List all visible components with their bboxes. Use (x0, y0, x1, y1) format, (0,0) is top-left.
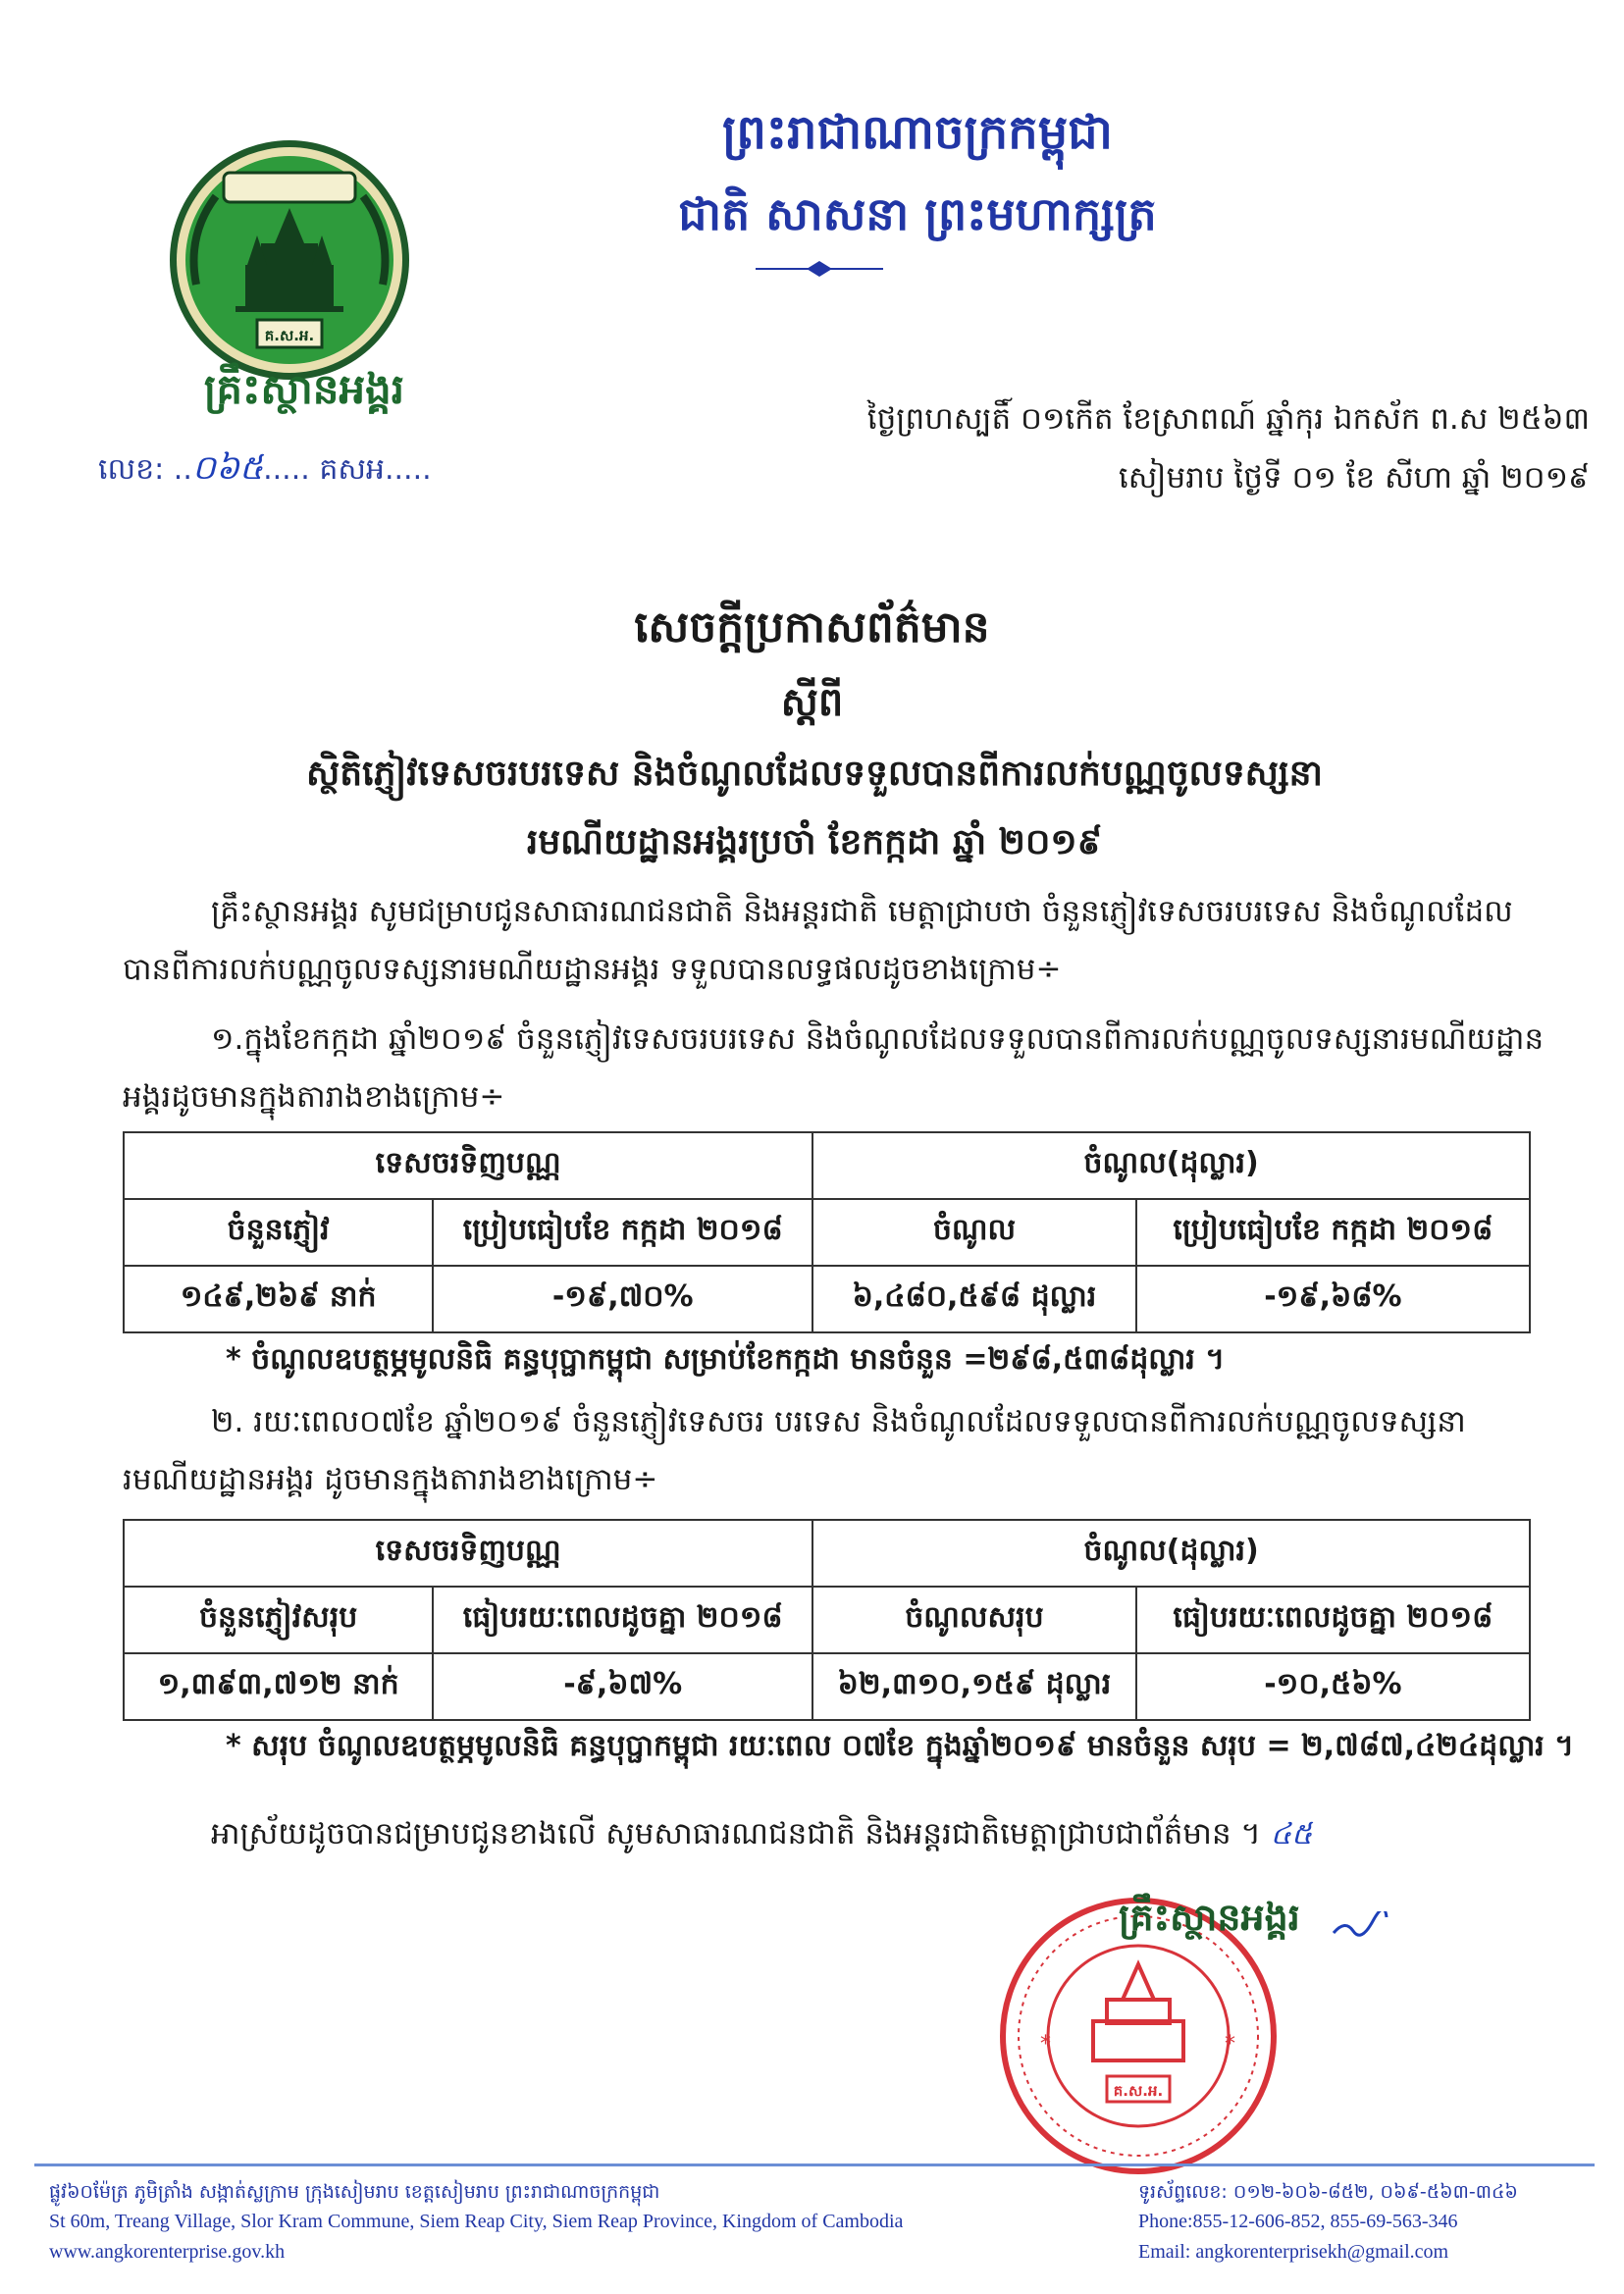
address-en: St 60m, Treang Village, Slor Kram Commune, Siem Reap City, Siem Reap Province, Kingdom of Cambodia (49, 2211, 904, 2233)
svg-text:*: * (1225, 2032, 1235, 2057)
solar-date: សៀមរាប ថ្ងៃទី ០១ ខែ សីហា ឆ្នាំ ២០១៩ (1118, 460, 1590, 495)
section2-note: * សរុប ចំណូលឧបត្ថម្ភមូលនិធិ គន្ធបុប្ផាកម្ពុជា រយៈពេល ០៧ខែ ក្នុងឆ្នាំ២០១៩ មានចំនួន សរុប = ២,៧៨៧,៤២៤ដុល្លារ ។ (226, 1729, 1575, 1763)
table-col-header: ចំនួនភ្ញៀវសរុប (124, 1587, 433, 1653)
document-subject-line2: រមណីយដ្ឋានអង្គរប្រចាំ ខែកក្កដា ឆ្នាំ ២០១៩ (526, 822, 1103, 862)
table-col-header: ចំណូល (812, 1199, 1136, 1266)
seven-month-stats-table (123, 1519, 1531, 1721)
stamp-abbrev: គ.ស.អ. (1113, 2082, 1164, 2100)
logo-abbrev: គ.ស.អ. (264, 327, 315, 344)
org-logo (167, 137, 412, 383)
table-cell: ១៤៩,២៦៩ នាក់ (124, 1266, 433, 1332)
footer-divider (34, 2164, 1595, 2166)
footer-address (49, 2178, 1030, 2268)
section1-text: ១.ក្នុងខែកក្កដា ឆ្នាំ២០១៩ ចំនួនភ្ញៀវទេសចរបរទេស និងចំណូលដែលទទួលបានពីការលក់បណ្ណចូលទស្សនារមណីយដ្ឋានអង្គរដូចមានក្នុងតារាងខាងក្រោម÷ (123, 1021, 1545, 1115)
table-cell: ៦,៤៨០,៥៩៨ ដុល្លារ (812, 1266, 1136, 1332)
national-motto: ជាតិ សាសនា ព្រះមហាក្សត្រ (678, 187, 1157, 240)
table-cell: -១៩,៧០% (433, 1266, 812, 1332)
table-col-header: ប្រៀបធៀបខែ កក្កដា ២០១៨ (1136, 1199, 1530, 1266)
ref-prefix: លេខ: (98, 452, 165, 487)
phone-en: Phone:855-12-606-852, 855-69-563-346 (1138, 2211, 1458, 2233)
org-name: គ្រឹះស្ថានអង្គរ (203, 365, 405, 413)
closing-paragraph (123, 1815, 1545, 1859)
section2-text: ២. រយៈពេល០៧ខែ ឆ្នាំ២០១៩ ចំនួនភ្ញៀវទេសចរ បរទេស និងចំណូលដែលទទួលបានពីការលក់បណ្ណចូលទស្សនារមណីយដ្ឋានអង្គរ ដូចមានក្នុងតារាងខាងក្រោម÷ (123, 1404, 1466, 1497)
table-cell: ៦២,៣១០,១៥៩ ដុល្លារ (812, 1653, 1136, 1720)
kingdom-header: ព្រះរាជាណាចក្រកម្ពុជា (722, 105, 1113, 160)
document-title: សេចក្តីប្រកាសព័ត៌មាន (634, 602, 990, 652)
email-link[interactable]: Email: angkorenterprisekh@gmail.com (1138, 2241, 1449, 2264)
table-col-header: ធៀបរយៈពេលដូចគ្នា ២០១៨ (433, 1587, 812, 1653)
svg-text:*: * (1040, 2032, 1051, 2057)
table-group-header: ចំណូល(ដុល្លារ) (812, 1520, 1530, 1587)
table-col-header: ប្រៀបធៀបខែ កក្កដា ២០១៨ (433, 1199, 812, 1266)
handwritten-mark: ៤៥ (1270, 1817, 1313, 1851)
address-km: ផ្លូវ៦០ម៉ែត្រ ភូមិត្រាំង សង្កាត់ស្លក្រាម ក្រុងសៀមរាប ខេត្តសៀមរាប ព្រះរាជាណាចក្រកម្ពុជា (49, 2181, 660, 2203)
lunar-date: ថ្ងៃព្រហស្បតិ៍ ០១កើត ខែស្រាពណ៍ ឆ្នាំកុរ ឯកស័ក ព.ស ២៥៦៣ (866, 401, 1590, 437)
section1-note: * ចំណូលឧបត្ថម្ភមូលនិធិ គន្ធបុប្ផាកម្ពុជា សម្រាប់ខែកក្កដា មានចំនួន =២៩៨,៥៣៨ដុល្លារ ។ (226, 1342, 1226, 1377)
ref-number: ០៦៥ (191, 448, 264, 488)
table-col-header: ចំណូលសរុប (812, 1587, 1136, 1653)
intro-paragraph: គ្រឹះស្ថានអង្គរ សូមជម្រាបជូនសាធារណជនជាតិ និងអន្តរជាតិ មេត្តាជ្រាបថា ចំនួនភ្ញៀវទេសចរបរទេស និងចំណូលដែលបានពីការលក់បណ្ណចូលទស្សនារមណីយដ្ឋានអង្គរ ទទួលបានលទ្ធផលដូចខាងក្រោម÷ (123, 894, 1513, 987)
website-link[interactable]: www.angkorenterprise.gov.kh (49, 2241, 286, 2264)
footer-contact (1138, 2178, 1599, 2268)
table-cell: -៩,៦៧% (433, 1653, 812, 1720)
ref-suffix: គសអ (319, 452, 385, 487)
reference-number: លេខ: ..០៦៥..... គសអ..... (98, 448, 432, 488)
document-subject-line1: ស្ថិតិភ្ញៀវទេសចរបរទេស និងចំណូលដែលទទួលបានពីការលក់បណ្ណចូលទស្សនា (306, 754, 1323, 794)
closing-text: អាស្រ័យដូចបានជម្រាបជូនខាងលើ សូមសាធារណជនជាតិ និងអន្តរជាតិមេត្តាជ្រាបជាព័ត៌មាន ។ (211, 1816, 1261, 1851)
signature-org-name: គ្រឹះស្ថានអង្គរ (1119, 1896, 1300, 1939)
table-group-header: ចំណូល(ដុល្លារ) (812, 1132, 1530, 1199)
table-cell: -១០,៥៦% (1136, 1653, 1530, 1720)
table-cell: ១,៣៩៣,៧១២ នាក់ (124, 1653, 433, 1720)
signature (1330, 1911, 1388, 1941)
ornament-divider (756, 257, 883, 281)
table-col-header: ចំនួនភ្ញៀវ (124, 1199, 433, 1266)
table-group-header: ទេសចរទិញបណ្ណ (124, 1520, 812, 1587)
phone-km: ទូរស័ព្ទលេខ: ០១២-៦០៦-៨៥២, ០៦៩-៥៦៣-៣៤៦ (1138, 2181, 1518, 2203)
table-cell: -១៩,៦៨% (1136, 1266, 1530, 1332)
table-col-header: ធៀបរយៈពេលដូចគ្នា ២០១៨ (1136, 1587, 1530, 1653)
table-group-header: ទេសចរទិញបណ្ណ (124, 1132, 812, 1199)
monthly-stats-table (123, 1131, 1531, 1333)
document-about: ស្តីពី (780, 680, 844, 725)
